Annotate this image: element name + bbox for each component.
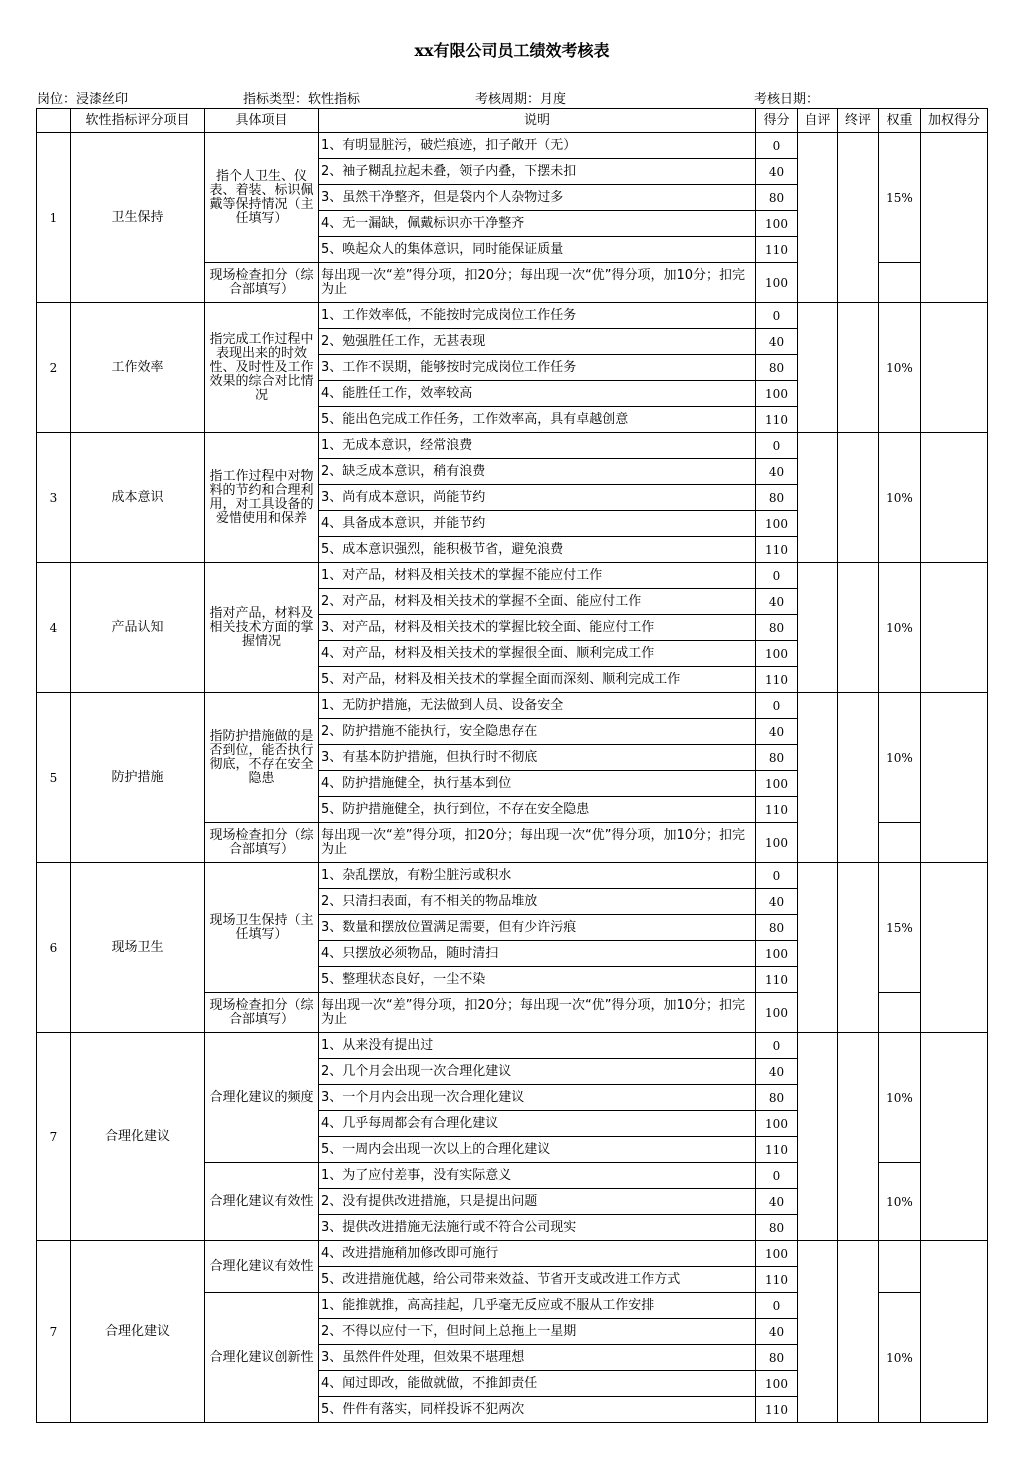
- weighted-score-cell[interactable]: [921, 563, 988, 693]
- criteria-description: 1、工作效率低，不能按时完成岗位工作任务: [319, 303, 756, 329]
- specific-item: 合理化建议创新性: [205, 1293, 319, 1423]
- indicator-type-label: 指标类型：软性指标: [243, 92, 361, 107]
- score-cell: 100: [756, 993, 798, 1033]
- table-row: [37, 863, 988, 889]
- score-cell: 80: [756, 485, 798, 511]
- final-eval-cell[interactable]: [838, 1033, 879, 1241]
- score-cell: 80: [756, 1215, 798, 1241]
- score-cell: 40: [756, 589, 798, 615]
- score-cell: 100: [756, 823, 798, 863]
- header-cell: 终评: [838, 109, 879, 133]
- score-cell: 100: [756, 941, 798, 967]
- category-name: 防护措施: [71, 693, 205, 863]
- score-cell: 100: [756, 1241, 798, 1267]
- period-label: 考核周期：月度: [475, 92, 567, 107]
- row-number: 2: [37, 303, 71, 433]
- row-number: 1: [37, 133, 71, 303]
- criteria-description: 4、防护措施健全，执行基本到位: [319, 771, 756, 797]
- criteria-description: 3、提供改进措施无法施行或不符合公司现实: [319, 1215, 756, 1241]
- weighted-score-cell[interactable]: [921, 1241, 988, 1423]
- header-cell: 加权得分: [921, 109, 988, 133]
- criteria-description: 1、有明显脏污，破烂痕迹，扣子敞开（无）: [319, 133, 756, 159]
- criteria-description: 3、对产品，材料及相关技术的掌握比较全面、能应付工作: [319, 615, 756, 641]
- score-cell: 80: [756, 745, 798, 771]
- criteria-description: 2、没有提供改进措施，只是提出问题: [319, 1189, 756, 1215]
- category-name: 卫生保持: [71, 133, 205, 303]
- score-cell: 100: [756, 381, 798, 407]
- criteria-description: 5、改进措施优越，给公司带来效益、节省开支或改进工作方式: [319, 1267, 756, 1293]
- specific-item: 现场检查扣分（综合部填写）: [205, 263, 319, 303]
- weight-cell: 10%: [879, 563, 921, 693]
- category-name: 合理化建议: [71, 1241, 205, 1423]
- criteria-description: 1、能推就推，高高挂起，几乎毫无反应或不服从工作安排: [319, 1293, 756, 1319]
- score-cell: 0: [756, 1033, 798, 1059]
- header-cell: 自评: [798, 109, 838, 133]
- criteria-description: 3、数量和摆放位置满足需要，但有少许污痕: [319, 915, 756, 941]
- table-row: [37, 133, 988, 159]
- score-cell: 80: [756, 1085, 798, 1111]
- row-number: 4: [37, 563, 71, 693]
- score-cell: 80: [756, 185, 798, 211]
- weight-cell: 10%: [879, 1033, 921, 1163]
- weight-cell: [879, 1241, 921, 1293]
- score-cell: 80: [756, 915, 798, 941]
- criteria-description: 5、能出色完成工作任务，工作效率高，具有卓越创意: [319, 407, 756, 433]
- score-cell: 0: [756, 863, 798, 889]
- weight-cell: [879, 263, 921, 303]
- category-name: 现场卫生: [71, 863, 205, 1033]
- header-cell: 具体项目: [205, 109, 319, 133]
- score-cell: 40: [756, 329, 798, 355]
- table-row: [37, 433, 988, 459]
- score-cell: 0: [756, 693, 798, 719]
- score-cell: 110: [756, 1397, 798, 1423]
- table-row: [37, 303, 988, 329]
- criteria-description: 每出现一次“差”得分项，扣20分；每出现一次“优”得分项，加10分；扣完为止: [319, 993, 756, 1033]
- score-cell: 100: [756, 1111, 798, 1137]
- score-cell: 100: [756, 511, 798, 537]
- score-cell: 80: [756, 355, 798, 381]
- criteria-description: 2、缺乏成本意识，稍有浪费: [319, 459, 756, 485]
- criteria-description: 3、虽然干净整齐，但是袋内个人杂物过多: [319, 185, 756, 211]
- score-cell: 110: [756, 1137, 798, 1163]
- page-title: xx有限公司员工绩效考核表: [414, 41, 610, 60]
- score-cell: 100: [756, 641, 798, 667]
- weight-cell: [879, 823, 921, 863]
- criteria-description: 4、只摆放必须物品，随时清扫: [319, 941, 756, 967]
- criteria-description: 2、对产品，材料及相关技术的掌握不全面、能应付工作: [319, 589, 756, 615]
- score-cell: 100: [756, 263, 798, 303]
- table-row: [37, 1241, 988, 1267]
- score-cell: 0: [756, 563, 798, 589]
- self-eval-cell[interactable]: [798, 433, 838, 563]
- criteria-description: 1、无成本意识，经常浪费: [319, 433, 756, 459]
- criteria-description: 5、防护措施健全，执行到位，不存在安全隐患: [319, 797, 756, 823]
- weighted-score-cell[interactable]: [921, 133, 988, 303]
- weighted-score-cell[interactable]: [921, 303, 988, 433]
- weight-cell: 15%: [879, 863, 921, 993]
- specific-item: 现场检查扣分（综合部填写）: [205, 993, 319, 1033]
- criteria-description: 2、不得以应付一下，但时间上总拖上一星期: [319, 1319, 756, 1345]
- score-cell: 40: [756, 889, 798, 915]
- weight-cell: 10%: [879, 693, 921, 823]
- specific-item: 合理化建议的频度: [205, 1033, 319, 1163]
- weighted-score-cell[interactable]: [921, 1033, 988, 1241]
- final-eval-cell[interactable]: [838, 133, 879, 303]
- criteria-description: 1、对产品，材料及相关技术的掌握不能应付工作: [319, 563, 756, 589]
- criteria-description: 5、对产品，材料及相关技术的掌握全面而深刻、顺利完成工作: [319, 667, 756, 693]
- self-eval-cell[interactable]: [798, 303, 838, 433]
- score-cell: 110: [756, 1267, 798, 1293]
- row-number: 6: [37, 863, 71, 1033]
- weight-cell: 10%: [879, 433, 921, 563]
- weighted-score-cell[interactable]: [921, 863, 988, 1033]
- position-label: 岗位：浸漆丝印: [37, 92, 129, 107]
- score-cell: 0: [756, 1293, 798, 1319]
- criteria-description: 5、一周内会出现一次以上的合理化建议: [319, 1137, 756, 1163]
- final-eval-cell[interactable]: [838, 693, 879, 863]
- criteria-description: 1、从来没有提出过: [319, 1033, 756, 1059]
- row-number: 5: [37, 693, 71, 863]
- criteria-description: 每出现一次“差”得分项，扣20分；每出现一次“优”得分项，加10分；扣完为止: [319, 823, 756, 863]
- score-cell: 110: [756, 537, 798, 563]
- criteria-description: 4、改进措施稍加修改即可施行: [319, 1241, 756, 1267]
- criteria-description: 4、对产品，材料及相关技术的掌握很全面、顺利完成工作: [319, 641, 756, 667]
- criteria-description: 1、为了应付差事，没有实际意义: [319, 1163, 756, 1189]
- criteria-description: 4、几乎每周都会有合理化建议: [319, 1111, 756, 1137]
- score-cell: 110: [756, 797, 798, 823]
- criteria-description: 5、成本意识强烈，能积极节省，避免浪费: [319, 537, 756, 563]
- score-cell: 0: [756, 433, 798, 459]
- weighted-score-cell[interactable]: [921, 693, 988, 863]
- row-number: 3: [37, 433, 71, 563]
- score-cell: 80: [756, 615, 798, 641]
- final-eval-cell[interactable]: [838, 303, 879, 433]
- form-meta: [0, 88, 1024, 106]
- criteria-description: 2、勉强胜任工作，无甚表现: [319, 329, 756, 355]
- self-eval-cell[interactable]: [798, 563, 838, 693]
- date-label: 考核日期：: [754, 92, 820, 107]
- specific-item: 指对产品，材料及相关技术方面的掌握情况: [205, 563, 319, 693]
- score-cell: 0: [756, 303, 798, 329]
- score-cell: 100: [756, 771, 798, 797]
- final-eval-cell[interactable]: [838, 433, 879, 563]
- specific-item: 指防护措施做的是否到位，能否执行 彻底，不存在安全隐患: [205, 693, 319, 823]
- score-cell: 100: [756, 1371, 798, 1397]
- specific-item: 指完成工作过程中表现出来的时效性、及时性及工作效果的综合对比情况: [205, 303, 319, 433]
- criteria-description: 3、有基本防护措施，但执行时不彻底: [319, 745, 756, 771]
- criteria-description: 4、能胜任工作，效率较高: [319, 381, 756, 407]
- specific-item: 指个人卫生、仪表、着装、标识佩戴等保持情况（主任填写）: [205, 133, 319, 263]
- score-cell: 40: [756, 1059, 798, 1085]
- criteria-description: 3、尚有成本意识，尚能节约: [319, 485, 756, 511]
- weight-cell: 10%: [879, 1163, 921, 1241]
- score-cell: 0: [756, 1163, 798, 1189]
- self-eval-cell[interactable]: [798, 693, 838, 863]
- criteria-description: 2、袖子糊乱拉起未叠，领子内叠，下摆未扣: [319, 159, 756, 185]
- criteria-description: 2、只清扫表面，有不相关的物品堆放: [319, 889, 756, 915]
- criteria-description: 每出现一次“差”得分项，扣20分；每出现一次“优”得分项，加10分；扣完为止: [319, 263, 756, 303]
- score-cell: 110: [756, 237, 798, 263]
- criteria-description: 3、虽然件件处理，但效果不堪理想: [319, 1345, 756, 1371]
- score-cell: 110: [756, 667, 798, 693]
- header-row: [37, 109, 988, 133]
- kpi-table: [36, 108, 988, 1423]
- criteria-description: 5、整理状态良好，一尘不染: [319, 967, 756, 993]
- criteria-description: 1、无防护措施，无法做到人员、设备安全: [319, 693, 756, 719]
- specific-item: 现场卫生保持（主任填写）: [205, 863, 319, 993]
- score-cell: 40: [756, 1319, 798, 1345]
- category-name: 工作效率: [71, 303, 205, 433]
- header-cell: 权重: [879, 109, 921, 133]
- criteria-description: 3、工作不误期，能够按时完成岗位工作任务: [319, 355, 756, 381]
- final-eval-cell[interactable]: [838, 1241, 879, 1423]
- table-row: [37, 563, 988, 589]
- weight-cell: 10%: [879, 1293, 921, 1423]
- self-eval-cell[interactable]: [798, 1241, 838, 1423]
- category-name: 成本意识: [71, 433, 205, 563]
- criteria-description: 4、具备成本意识，并能节约: [319, 511, 756, 537]
- score-cell: 0: [756, 133, 798, 159]
- weight-cell: 15%: [879, 133, 921, 263]
- weighted-score-cell[interactable]: [921, 433, 988, 563]
- table-row: [37, 693, 988, 719]
- criteria-description: 2、几个月会出现一次合理化建议: [319, 1059, 756, 1085]
- score-cell: 40: [756, 1189, 798, 1215]
- criteria-description: 3、一个月内会出现一次合理化建议: [319, 1085, 756, 1111]
- header-cell: 说明: [319, 109, 756, 133]
- score-cell: 110: [756, 407, 798, 433]
- category-name: 合理化建议: [71, 1033, 205, 1241]
- score-cell: 100: [756, 211, 798, 237]
- criteria-description: 5、唤起众人的集体意识，同时能保证质量: [319, 237, 756, 263]
- weight-cell: [879, 993, 921, 1033]
- specific-item: 现场检查扣分（综合部填写）: [205, 823, 319, 863]
- header-cell: [37, 109, 71, 133]
- criteria-description: 2、防护措施不能执行，安全隐患存在: [319, 719, 756, 745]
- header-cell: 得分: [756, 109, 798, 133]
- specific-item: 指工作过程中对物料的节约和合理利用，对工具设备的爱惜使用和保养: [205, 433, 319, 563]
- weight-cell: 10%: [879, 303, 921, 433]
- self-eval-cell[interactable]: [798, 863, 838, 1033]
- self-eval-cell[interactable]: [798, 133, 838, 303]
- specific-item: 合理化建议有效性: [205, 1241, 319, 1293]
- score-cell: 80: [756, 1345, 798, 1371]
- criteria-description: 4、闻过即改，能做就做，不推卸责任: [319, 1371, 756, 1397]
- score-cell: 40: [756, 719, 798, 745]
- final-eval-cell[interactable]: [838, 863, 879, 1033]
- category-name: 产品认知: [71, 563, 205, 693]
- final-eval-cell[interactable]: [838, 563, 879, 693]
- score-cell: 40: [756, 459, 798, 485]
- table-row: [37, 1033, 988, 1059]
- row-number: 7: [37, 1033, 71, 1241]
- specific-item: 合理化建议有效性: [205, 1163, 319, 1241]
- self-eval-cell[interactable]: [798, 1033, 838, 1241]
- row-number: 7: [37, 1241, 71, 1423]
- score-cell: 40: [756, 159, 798, 185]
- score-cell: 110: [756, 967, 798, 993]
- header-cell: 软性指标评分项目: [71, 109, 205, 133]
- criteria-description: 5、件件有落实，同样投诉不犯两次: [319, 1397, 756, 1423]
- criteria-description: 4、无一漏缺，佩戴标识亦干净整齐: [319, 211, 756, 237]
- criteria-description: 1、杂乱摆放，有粉尘脏污或积水: [319, 863, 756, 889]
